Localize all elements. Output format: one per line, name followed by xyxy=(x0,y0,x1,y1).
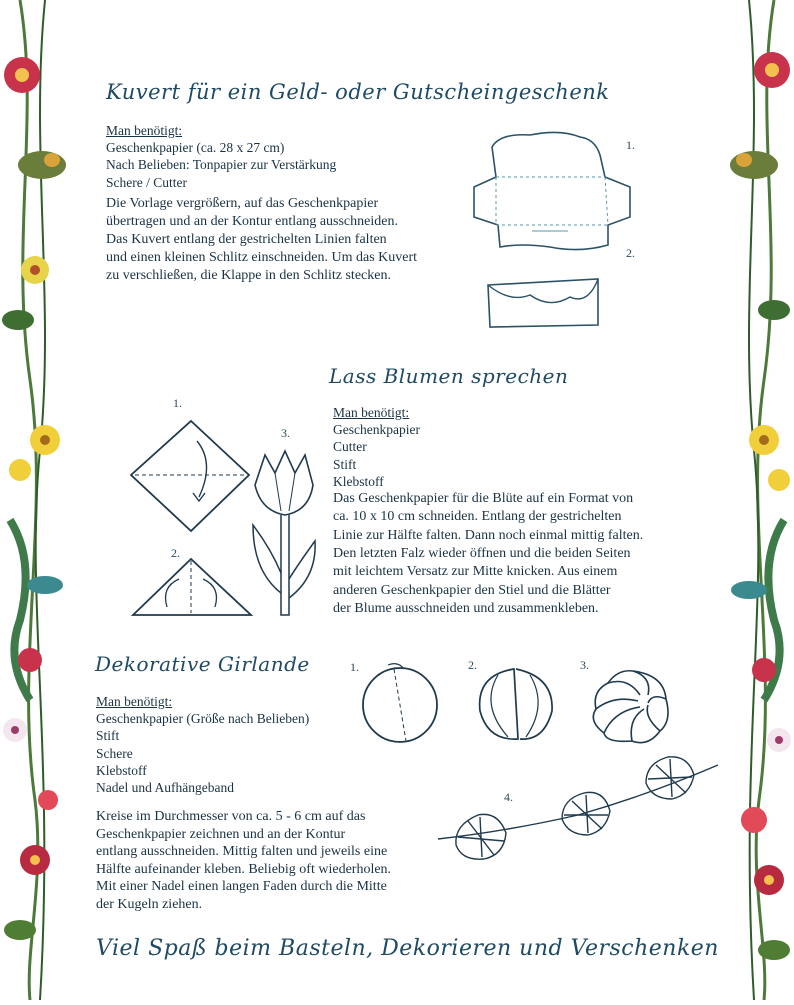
garland-illustration xyxy=(348,655,728,880)
envelope-title: Kuvert für ein Geld- oder Gutscheingeschenk xyxy=(106,80,610,104)
envelope-line: Das Kuvert entlang der gestrichelten Linien falten xyxy=(106,231,387,247)
garland-line: Hälfte aufeinander kleben. Beliebig oft wiederholen. xyxy=(96,861,392,877)
flowers-step-3: 3. xyxy=(281,426,290,440)
envelope-item: Nach Belieben: Tonpapier zur Verstärkung xyxy=(106,157,337,173)
flowers-step-2: 2. xyxy=(171,546,180,560)
envelope-step-1: 1. xyxy=(626,138,635,152)
envelope-description xyxy=(106,195,466,285)
flowers-line: Das Geschenkpapier für die Blüte auf ein Format von xyxy=(333,491,634,507)
envelope-line: übertragen und an der Kontur entlang ausschneiden. xyxy=(106,213,398,229)
flowers-needs-label: Man benötigt: xyxy=(333,405,410,420)
garland-item: Nadel und Aufhängeband xyxy=(96,780,234,796)
garland-item: Schere xyxy=(96,745,133,761)
garland-step-4: 4. xyxy=(504,790,513,804)
flowers-line: ca. 10 x 10 cm schneiden. Entlang der gestrichelten xyxy=(333,509,622,525)
floral-border-left xyxy=(0,0,70,1000)
envelope-step-2: 2. xyxy=(626,246,635,260)
envelope-line: zu verschließen, die Klappe in den Schlitz stecken. xyxy=(106,267,391,283)
flowers-line: der Blume ausschneiden und zusammenkleben. xyxy=(333,600,599,616)
garland-line: Mit einer Nadel einen langen Faden durch die Mitte xyxy=(96,879,387,895)
flowers-line: Linie zur Hälfte falten. Dann noch einmal mittig falten. xyxy=(333,527,644,543)
flowers-title: Lass Blumen sprechen xyxy=(329,364,569,388)
envelope-line: und einen kleinen Schlitz einschneiden. Um das Kuvert xyxy=(106,249,418,265)
flowers-instructions xyxy=(333,404,693,618)
flowers-description xyxy=(333,490,693,618)
garland-line: entlang ausschneiden. Mittig falten und jeweils eine xyxy=(96,844,388,860)
flowers-line: anderen Geschenkpapier den Stiel und die Blätter xyxy=(333,582,611,598)
garland-line: der Kugeln ziehen. xyxy=(96,896,203,912)
garland-item: Geschenkpapier (Größe nach Belieben) xyxy=(96,711,310,727)
envelope-instructions xyxy=(106,122,466,285)
envelope-illustration xyxy=(470,125,650,345)
flowers-item: Cutter xyxy=(333,439,367,455)
flowers-step-1: 1. xyxy=(173,396,182,410)
garland-title: Dekorative Girlande xyxy=(95,652,310,676)
envelope-needs-label: Man benötigt: xyxy=(106,123,183,138)
garland-line: Geschenkpapier zeichnen und an der Kontur xyxy=(96,826,346,842)
envelope-line: Die Vorlage vergrößern, auf das Geschenkpapier xyxy=(106,195,379,211)
flowers-item: Klebstoff xyxy=(333,473,384,489)
envelope-item: Schere / Cutter xyxy=(106,174,187,190)
footer-closing-text: Viel Spaß beim Basteln, Dekorieren und Verschenken xyxy=(96,936,719,961)
garland-step-3: 3. xyxy=(580,658,589,672)
garland-step-1: 1. xyxy=(350,660,359,674)
flowers-item: Stift xyxy=(333,456,357,472)
envelope-item: Geschenkpapier (ca. 28 x 27 cm) xyxy=(106,140,285,156)
flowers-line: mit leichtem Versatz zur Mitte knicken. Aus einem xyxy=(333,564,618,580)
flowers-line: Den letzten Falz wieder öffnen und die beiden Seiten xyxy=(333,545,631,561)
garland-needs-label: Man benötigt: xyxy=(96,694,173,709)
garland-line: Kreise im Durchmesser von ca. 5 - 6 cm auf das xyxy=(96,809,366,825)
flowers-item: Geschenkpapier xyxy=(333,422,420,438)
garland-step-2: 2. xyxy=(468,658,477,672)
flowers-illustration xyxy=(125,393,325,628)
garland-item: Stift xyxy=(96,728,120,744)
floral-border-right xyxy=(724,0,794,1000)
garland-item: Klebstoff xyxy=(96,762,147,778)
